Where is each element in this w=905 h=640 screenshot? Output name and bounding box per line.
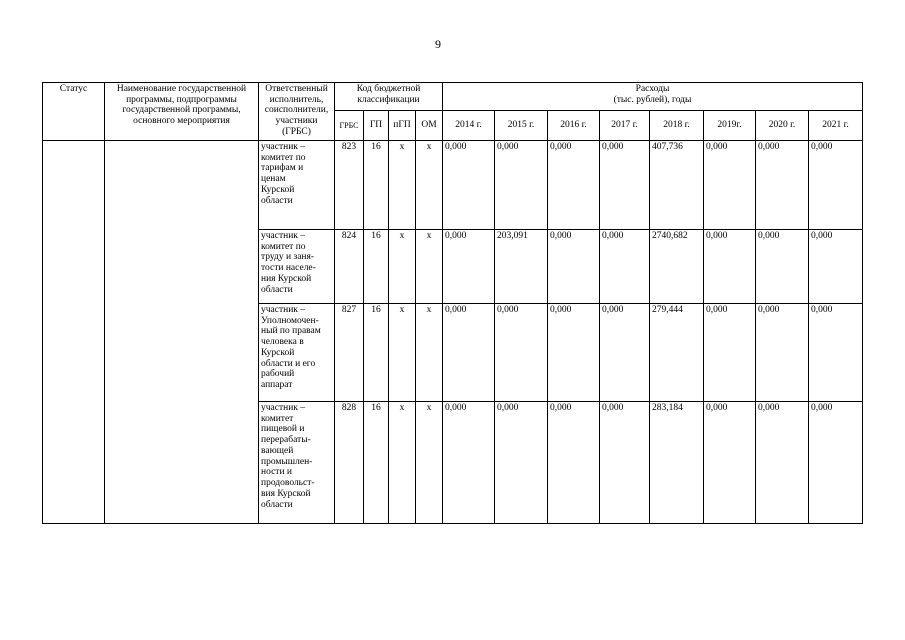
year-header: 2020 г. (756, 111, 809, 141)
value-cell: 0,000 (809, 230, 863, 304)
gp-cell: 16 (364, 304, 389, 402)
om-cell: х (416, 230, 443, 304)
value-cell: 0,000 (600, 402, 650, 524)
value-cell: 0,000 (548, 402, 600, 524)
value-cell: 0,000 (495, 141, 548, 230)
pgp-cell: х (389, 141, 416, 230)
pgp-cell: х (389, 230, 416, 304)
value-cell: 0,000 (704, 304, 756, 402)
value-cell: 0,000 (704, 402, 756, 524)
value-cell: 0,000 (548, 230, 600, 304)
om-header: ОМ (416, 111, 443, 141)
gp-header: ГП (364, 111, 389, 141)
gp-cell: 16 (364, 402, 389, 524)
value-cell: 0,000 (495, 402, 548, 524)
participant-cell: участник – Уполномочен- ный по правам человека в Курской области и его рабочий аппарат (259, 304, 335, 402)
year-header: 2016 г. (548, 111, 600, 141)
gp-cell: 16 (364, 141, 389, 230)
year-header: 2017 г. (600, 111, 650, 141)
pgp-header: пГП (389, 111, 416, 141)
year-header: 2021 г. (809, 111, 863, 141)
budget-table (42, 82, 863, 524)
participant-cell: участник – комитет по тарифам и ценам Курской области (259, 141, 335, 230)
value-cell: 0,000 (756, 141, 809, 230)
value-cell: 0,000 (443, 402, 495, 524)
participant-cell: участник – комитет по труду и заня- тости населе- ния Курской области (259, 230, 335, 304)
grbs-cell: 827 (335, 304, 364, 402)
value-cell: 0,000 (600, 304, 650, 402)
year-header: 2015 г. (495, 111, 548, 141)
om-cell: х (416, 304, 443, 402)
value-cell: 0,000 (495, 304, 548, 402)
value-cell: 203,091 (495, 230, 548, 304)
year-header: 2018 г. (650, 111, 704, 141)
value-cell: 0,000 (443, 230, 495, 304)
value-cell: 0,000 (443, 141, 495, 230)
pgp-cell: х (389, 402, 416, 524)
value-cell: 0,000 (548, 304, 600, 402)
value-cell: 0,000 (600, 141, 650, 230)
responsible-header: Ответственный исполнитель, соисполнители, участники (ГРБС) (259, 83, 335, 141)
grbs-cell: 824 (335, 230, 364, 304)
table-row (43, 141, 863, 230)
value-cell: 2740,682 (650, 230, 704, 304)
program-name-cell (105, 141, 259, 524)
value-cell: 0,000 (756, 402, 809, 524)
status-header: Статус (43, 83, 105, 141)
pgp-cell: х (389, 304, 416, 402)
value-cell: 0,000 (756, 304, 809, 402)
budget-code-header: Код бюджетной классификации (335, 83, 443, 111)
value-cell: 0,000 (704, 230, 756, 304)
page-number: 9 (435, 37, 441, 51)
grbs-header: ГРБС (335, 111, 364, 141)
value-cell: 407,736 (650, 141, 704, 230)
value-cell: 0,000 (809, 304, 863, 402)
expenses-header: Расходы (тыс. рублей), годы (443, 83, 863, 111)
grbs-cell: 823 (335, 141, 364, 230)
participant-cell: участник – комитет пищевой и перерабаты- вающей промышлен- ности и продовольст- вия Курской области (259, 402, 335, 524)
value-cell: 0,000 (600, 230, 650, 304)
value-cell: 279,444 (650, 304, 704, 402)
gp-cell: 16 (364, 230, 389, 304)
value-cell: 0,000 (809, 402, 863, 524)
program-name-header: Наименование государственной программы, подпрограммы государственной программы, основного мероприятия (105, 83, 259, 141)
status-cell (43, 141, 105, 524)
om-cell: х (416, 402, 443, 524)
value-cell: 0,000 (443, 304, 495, 402)
value-cell: 283,184 (650, 402, 704, 524)
value-cell: 0,000 (756, 230, 809, 304)
om-cell: х (416, 141, 443, 230)
value-cell: 0,000 (809, 141, 863, 230)
year-header: 2014 г. (443, 111, 495, 141)
grbs-cell: 828 (335, 402, 364, 524)
value-cell: 0,000 (548, 141, 600, 230)
value-cell: 0,000 (704, 141, 756, 230)
year-header: 2019г. (704, 111, 756, 141)
